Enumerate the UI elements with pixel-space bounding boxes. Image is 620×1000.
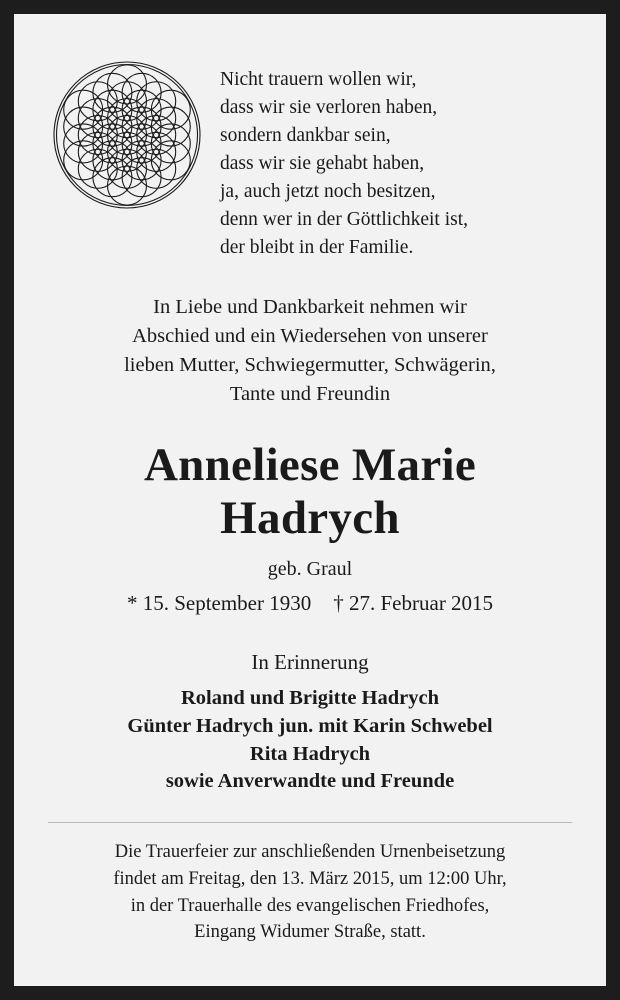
deceased-first-names: Anneliese Marie: [143, 438, 477, 491]
life-dates: [48, 591, 572, 616]
remembrance-title: In Erinnerung: [251, 650, 369, 675]
flower-of-life-icon: [52, 60, 202, 210]
header-section: [48, 44, 572, 263]
mourner-line: Günter Hadrych jun. mit Karin Schwebel: [127, 714, 493, 737]
poem-line: Nicht trauern wollen wir,: [220, 69, 417, 90]
remembrance-section: [48, 650, 572, 796]
poem-text: [220, 44, 572, 263]
intro-line: In Liebe und Dankbarkeit nehmen wir: [153, 295, 467, 318]
deceased-name-block: [48, 439, 572, 616]
mourner-line: Rita Hadrych: [249, 742, 371, 765]
death-date: † 27. Februar 2015: [333, 591, 494, 616]
obituary-card: [14, 14, 606, 986]
maiden-name: geb. Graul: [267, 558, 353, 581]
poem-line: dass wir sie gehabt haben,: [220, 153, 425, 175]
section-divider: [48, 822, 572, 823]
ceremony-line: findet am Freitag, den 13. März 2015, um 12:00 Uhr,: [113, 868, 507, 889]
deceased-last-name: Hadrych: [220, 491, 400, 544]
mourners-list: [48, 685, 572, 796]
ceremony-line: Die Trauerfeier zur anschließenden Urnenbeisetzung: [114, 841, 506, 862]
poem-line: dass wir sie verloren haben,: [220, 97, 438, 119]
ceremony-details: [48, 839, 572, 946]
mourner-line: Roland und Brigitte Hadrych: [181, 687, 439, 710]
intro-line: Tante und Freundin: [229, 382, 391, 405]
intro-line: lieben Mutter, Schwiegermutter, Schwägerin,: [124, 353, 496, 376]
mourner-line: sowie Anverwandte und Freunde: [165, 770, 455, 793]
intro-line: Abschied und ein Wiedersehen von unserer: [132, 324, 488, 347]
ceremony-line: Eingang Widumer Straße, statt.: [194, 922, 426, 943]
poem-line: der bleibt in der Familie.: [220, 237, 414, 259]
poem-line: sondern dankbar sein,: [220, 125, 391, 147]
ceremony-line: in der Trauerhalle des evangelischen Friedhofes,: [130, 895, 490, 916]
poem-line: denn wer in der Göttlichkeit ist,: [220, 209, 469, 231]
birth-date: * 15. September 1930: [126, 591, 312, 616]
poem-line: ja, auch jetzt noch besitzen,: [220, 181, 436, 203]
intro-text: [48, 293, 572, 409]
